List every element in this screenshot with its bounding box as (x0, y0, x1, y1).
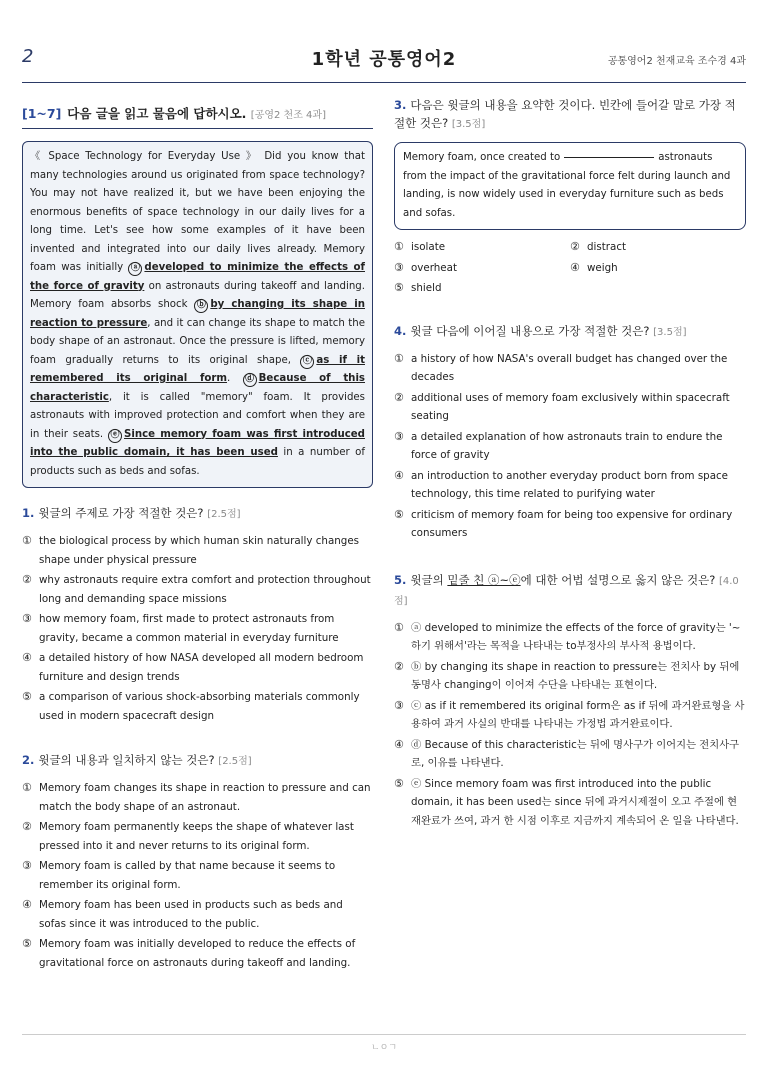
option-marker: ③ (394, 260, 404, 274)
question-text: 윗글의 주제로 가장 적절한 것은? (38, 506, 204, 520)
option[interactable] (394, 428, 746, 465)
option-marker: ① (22, 781, 32, 794)
summary-text: astronauts from the impact of the gravitational force felt during launch and landing, is now widely used in everyday furniture such as beds and sofas. (403, 152, 731, 219)
option-text: additional uses of memory foam exclusively within spacecraft seating (411, 391, 730, 422)
answer-blank (564, 157, 654, 158)
question-number: 2. (22, 753, 35, 767)
question-points: [2.5점] (218, 756, 252, 767)
option-marker: ③ (22, 612, 32, 625)
question-text: 에 대한 어법 설명으로 옳지 않은 것은? (520, 572, 716, 587)
marker-c: ⓒ (300, 355, 314, 369)
question-1-title (22, 504, 373, 524)
option-marker: ③ (394, 698, 404, 712)
option-text: ⓔ Since memory foam was first introduced into the public domain, it has been used는 since 뒤에 과거시제절이 오고 주절에 현재완료가 쓰여, 과거 한 시점 이후로 지금까지 계속되어 온 일을 나타낸다. (411, 777, 739, 827)
question-5-title (394, 571, 746, 611)
passage-text: , and it can change its shape to match the body shape of an astronaut. Once the pressure is lifted, memory foam gradually returns to its original shape, (30, 317, 365, 366)
option[interactable] (394, 619, 746, 656)
footer-divider (22, 1034, 746, 1035)
option[interactable] (22, 610, 373, 647)
question-number: 5. (394, 572, 407, 587)
question-5-options (394, 619, 746, 831)
option[interactable] (394, 389, 746, 426)
option[interactable] (394, 506, 746, 543)
underline-c: as if it remembered its original form (30, 354, 365, 384)
option-text: criticism of memory foam for being too expensive for ordinary consumers (411, 508, 733, 539)
question-number: 1. (22, 506, 35, 520)
question-points: [2.5점] (207, 509, 241, 520)
option-marker: ④ (22, 898, 32, 911)
header-divider (22, 82, 746, 83)
option-marker: ② (394, 659, 404, 673)
question-number: 3. (394, 98, 407, 112)
option-text: Memory foam changes its shape in reaction to pressure and can match the body shape of an astronaut. (39, 782, 371, 813)
option[interactable] (570, 238, 746, 257)
underline-b: by changing its shape in reaction to pressure (30, 299, 365, 329)
option-text: a comparison of various shock-absorbing materials commonly used in modern spacecraft design (39, 691, 360, 722)
option-marker: ② (22, 573, 32, 586)
option[interactable] (22, 935, 373, 972)
option[interactable] (22, 649, 373, 686)
option-marker: ① (394, 240, 404, 253)
option-text: how memory foam, first made to protect astronauts from gravity, became a common material in everyday furniture (39, 613, 339, 644)
underline-a: developed to minimize the effects of the force of gravity (30, 262, 365, 292)
option-marker: ④ (394, 468, 404, 482)
option-marker: ④ (22, 651, 32, 664)
question-2-title (22, 751, 373, 771)
underline-e: Since memory foam was first introduced into the public domain, it has been used (30, 428, 365, 458)
summary-text: Memory foam, once created to (403, 152, 561, 163)
section-range: [1~7] (22, 106, 62, 121)
question-points: [4.0점] (394, 575, 739, 607)
question-3-options (394, 238, 746, 300)
section-source: [공영2 천조 4과] (250, 110, 326, 121)
option-text: why astronauts require extra comfort and protection throughout long and demanding space missions (39, 574, 371, 605)
option-text: ⓓ Because of this characteristic는 뒤에 명사구가 이어지는 전치사구로, 이유를 나타낸다. (411, 738, 740, 769)
option[interactable] (394, 350, 746, 387)
option-marker: ② (394, 390, 404, 404)
question-2-options (22, 779, 373, 972)
question-1-options (22, 532, 373, 725)
option[interactable] (394, 238, 570, 257)
footer-mark: ㄴㅇㄱ (370, 1043, 398, 1053)
option[interactable] (394, 697, 746, 734)
option[interactable] (22, 779, 373, 816)
option-text: isolate (411, 241, 446, 253)
passage-text: . (227, 373, 243, 384)
section-instruction: 다음 글을 읽고 물음에 답하시오. (67, 106, 247, 121)
passage-text: , it is called "memory" foam. It provides astronauts with improved protection and comfort when they are in their seats. (30, 391, 365, 440)
option-marker: ① (394, 620, 404, 634)
question-4-title (394, 322, 746, 342)
option-marker: ⑤ (394, 507, 404, 521)
option-text: an introduction to another everyday product born from space technology, this time related to purifying water (411, 469, 729, 500)
passage-text: on astronauts during takeoff and landing. Memory foam absorbs shock (30, 280, 366, 310)
option-text: Memory foam has been used in products such as beds and sofas since it was introduced to the public. (39, 899, 343, 930)
option[interactable] (22, 818, 373, 855)
section-heading (22, 96, 373, 129)
option-text: the biological process by which human skin naturally changes shape under physical pressure (39, 535, 360, 566)
option-text: shield (411, 282, 442, 294)
option-marker: ① (22, 534, 32, 547)
page-number: 2 (22, 46, 34, 67)
left-column (22, 96, 373, 974)
question-text: 윗글 다음에 이어질 내용으로 가장 적절한 것은? (410, 323, 650, 338)
option[interactable] (394, 775, 746, 831)
option-marker: ④ (570, 260, 580, 274)
summary-box (394, 142, 746, 230)
option[interactable] (394, 279, 570, 298)
question-3-title (394, 96, 746, 134)
option-text: a detailed explanation of how astronauts train to endure the force of gravity (411, 430, 723, 461)
option-text: Memory foam was initially developed to reduce the effects of gravitational force on astronauts during takeoff and landing. (39, 938, 356, 969)
option[interactable] (394, 259, 570, 278)
question-text: 다음은 윗글의 내용을 요약한 것이다. 빈칸에 들어갈 말로 가장 적절한 것은? (394, 98, 736, 130)
right-column (394, 96, 746, 832)
page-title: 1학년 공통영어2 (311, 49, 457, 70)
question-text-underlined: 밑줄 친 ⓐ~ⓔ (447, 572, 521, 587)
question-points: [3.5점] (653, 326, 687, 338)
option[interactable] (570, 259, 746, 278)
option-text: overheat (411, 261, 457, 274)
option-text: a detailed history of how NASA developed all modern bedroom furniture and design trends (39, 652, 364, 683)
question-number: 4. (394, 323, 407, 338)
passage-text: 《 Space Technology for Everyday Use 》 Did you know that many technologies around us originated from space technology? You may not have realized it, but we have been enjoying the enormous benefits of space technology in our daily lives for a long time. Let's see how some examples of it have been invented and integrated into our daily lives already. Memory foam was initially (30, 151, 365, 273)
question-text: 윗글의 (410, 572, 448, 587)
option-text: weigh (587, 261, 618, 274)
option-text: ⓐ developed to minimize the effects of the force of gravity는 '~하기 위해서'라는 목적을 나타내는 to부정사의 부사적 용법이다. (411, 621, 741, 652)
option-marker: ④ (394, 737, 404, 751)
option-marker: ⑤ (394, 281, 404, 294)
question-points: [3.5점] (451, 119, 486, 130)
option[interactable] (22, 532, 373, 569)
option-marker: ③ (394, 429, 404, 443)
marker-e: ⓔ (108, 429, 122, 443)
option[interactable] (394, 736, 746, 773)
page-header (22, 40, 746, 80)
marker-a: ⓐ (128, 262, 142, 276)
question-text: 윗글의 내용과 일치하지 않는 것은? (38, 753, 215, 767)
option[interactable] (394, 467, 746, 504)
marker-b: ⓑ (194, 299, 208, 313)
option-text: ⓑ by changing its shape in reaction to pressure는 전치사 by 뒤에 동명사 changing이 이어져 수단을 나타내는 표현이다. (411, 660, 740, 691)
option-marker: ⑤ (22, 937, 32, 950)
option[interactable] (22, 688, 373, 725)
option-marker: ② (22, 820, 32, 833)
marker-d: ⓓ (243, 373, 257, 387)
option-text: ⓒ as if it remembered its original form은 as if 뒤에 과거완료형을 사용하여 과거 사실의 반대를 나타내는 가정법 과거완료이다. (411, 699, 745, 730)
option-marker: ⑤ (22, 690, 32, 703)
option-marker: ② (570, 240, 580, 253)
option-text: distract (587, 241, 627, 253)
option[interactable] (22, 857, 373, 894)
subject-label: 공통영어2 천재교육 조수경 4과 (607, 56, 746, 67)
option-text: Memory foam permanently keeps the shape of whatever last pressed into it and never returns to its original form. (39, 821, 354, 852)
option-marker: ③ (22, 859, 32, 872)
option-text: Memory foam is called by that name because it seems to remember its original form. (39, 860, 336, 891)
option-marker: ① (394, 351, 404, 365)
passage-text: in a number of products such as beds and sofas. (30, 447, 365, 477)
question-4-options (394, 350, 746, 543)
option-text: a history of how NASA's overall budget has changed over the decades (411, 352, 728, 383)
option[interactable] (22, 896, 373, 933)
option[interactable] (22, 571, 373, 608)
option[interactable] (394, 658, 746, 695)
underline-d: Because of this characteristic (30, 373, 365, 403)
option-marker: ⑤ (394, 776, 404, 790)
reading-passage (22, 141, 373, 488)
